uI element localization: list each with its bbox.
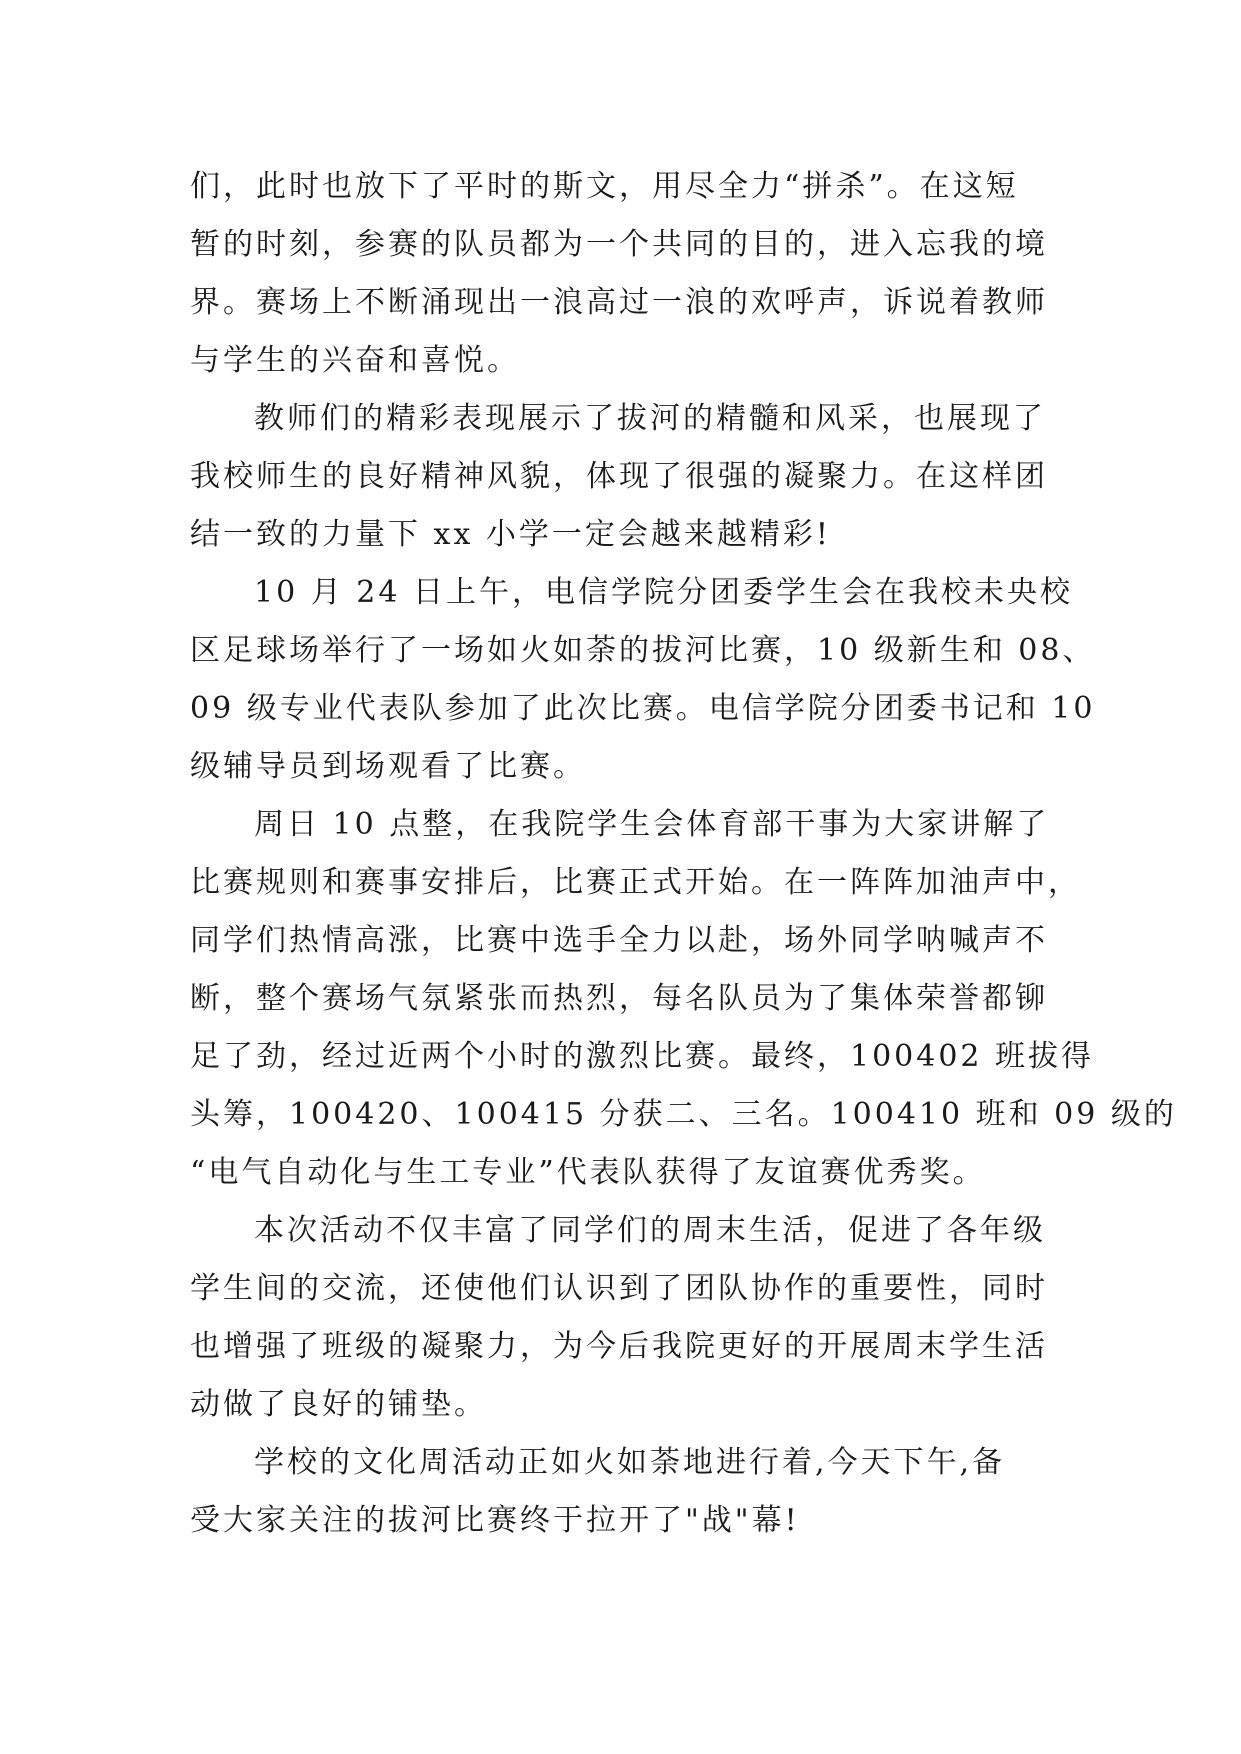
text-line: 学生间的交流，还使他们认识到了团队协作的重要性，同时 <box>190 1271 1048 1306</box>
paragraph-first-line: 周日 10 点整，在我院学生会体育部干事为大家讲解了 <box>254 807 1050 842</box>
text-line: 头筹，100420、100415 分获二、三名。100410 班和 09 级的 <box>190 1097 1177 1132</box>
paragraph-first-line: 本次活动不仅丰富了同学们的周末生活，促进了各年级 <box>254 1213 1046 1248</box>
paragraph-first-line: 教师们的精彩表现展示了拔河的精髓和风采，也展现了 <box>254 401 1046 436</box>
paragraph-first-line: 10 月 24 日上午，电信学院分团委学生会在我校未央校 <box>254 575 1073 610</box>
text-line: 比赛规则和赛事安排后，比赛正式开始。在一阵阵加油声中， <box>190 865 1081 900</box>
text-line: 受大家关注的拔河比赛终于拉开了"战"幕! <box>190 1503 800 1538</box>
text-line: 也增强了班级的凝聚力，为今后我院更好的开展周末学生活 <box>190 1329 1048 1364</box>
text-line: 级辅导员到场观看了比赛。 <box>190 749 586 784</box>
text-line: 与学生的兴奋和喜悦。 <box>190 343 520 378</box>
text-line: 界。赛场上不断涌现出一浪高过一浪的欢呼声，诉说着教师 <box>190 285 1048 320</box>
text-line: 动做了良好的铺垫。 <box>190 1387 487 1422</box>
text-line: 们，此时也放下了平时的斯文，用尽全力“拼杀”。在这短 <box>190 169 1019 204</box>
text-line: 暂的时刻，参赛的队员都为一个共同的目的，进入忘我的境 <box>190 227 1048 262</box>
text-line: “电气自动化与生工专业”代表队获得了友谊赛优秀奖。 <box>190 1155 986 1190</box>
text-line: 足了劲，经过近两个小时的激烈比赛。最终，100402 班拔得 <box>190 1039 1095 1074</box>
text-line: 我校师生的良好精神风貌，体现了很强的凝聚力。在这样团 <box>190 459 1048 494</box>
text-line: 区足球场举行了一场如火如荼的拔河比赛，10 级新生和 08、 <box>190 633 1096 668</box>
text-line: 结一致的力量下 xx 小学一定会越来越精彩! <box>190 517 831 552</box>
document-body <box>190 158 1177 1550</box>
text-line: 断，整个赛场气氛紧张而热烈，每名队员为了集体荣誉都铆 <box>190 981 1048 1016</box>
text-line: 同学们热情高涨，比赛中选手全力以赴，场外同学呐喊声不 <box>190 923 1048 958</box>
text-line: 09 级专业代表队参加了此次比赛。电信学院分团委书记和 10 <box>190 691 1096 726</box>
paragraph-first-line: 学校的文化周活动正如火如荼地进行着,今天下午,备 <box>254 1445 1006 1480</box>
